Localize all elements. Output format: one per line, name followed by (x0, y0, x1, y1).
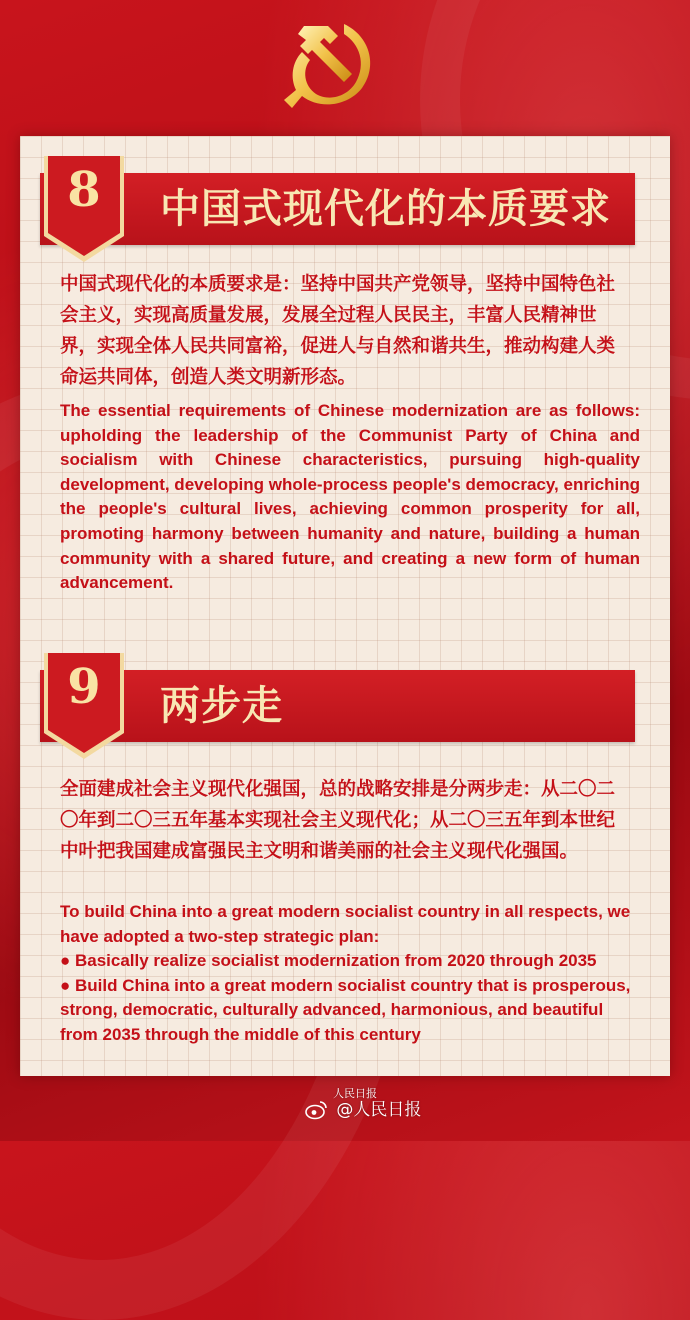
section-8-number: 8 (67, 162, 101, 218)
weibo-icon (305, 1100, 327, 1120)
watermark-small-label: 人民日报 (333, 1087, 377, 1100)
section-8-badge (40, 156, 128, 264)
weibo-watermark (305, 1087, 422, 1120)
hammer-sickle-icon (282, 16, 382, 114)
watermark-main-label: @人民日报 (336, 1100, 422, 1120)
section-9-number: 9 (67, 659, 101, 715)
section-8-title: 中国式现代化的本质要求 (160, 185, 611, 232)
section-9-badge (40, 653, 128, 761)
section-9-english-block (60, 900, 640, 1048)
section-8-chinese-text: 中国式现代化的本质要求是：坚持中国共产党领导，坚持中国特色社会主义，实现高质量发展，发展全过程人民民主，丰富人民精神世界，实现全体人民共同富裕，促进人与自然和谐共生，推动构建人类命运共同体，创造人类文明新形态。 (60, 274, 616, 388)
section-9-english-intro: To build China into a great modern socialist country in all respects, we have adopted a two-step strategic plan: (60, 902, 631, 946)
section-9-header-bar (40, 670, 635, 742)
section-9-chinese-text: 全面建成社会主义现代化强国，总的战略安排是分两步走：从二〇二〇年到二〇三五年基本实现社会主义现代化；从二〇三五年到本世纪中叶把我国建成富强民主文明和谐美丽的社会主义现代化强国。 (60, 779, 616, 862)
section-9-bullet-2: ● Build China into a great modern socialist country that is prosperous, strong, democratic, culturally advanced, harmonious, and beautiful from 2035 through the middle of this century (60, 975, 631, 1044)
section-9-bullet-1: ● Basically realize socialist modernization from 2020 through 2035 (60, 951, 597, 971)
section-8-header-bar (40, 173, 635, 245)
section-9-title: 两步走 (160, 682, 283, 729)
content-panel (20, 136, 670, 1076)
section-8-english-text: The essential requirements of Chinese modernization are as follows: upholding the leadership of the Communist Party of China and socialism with Chinese characteristics, pursuing high-quality development, developing whole-process people's democracy, enriching the people's cultural lives, achieving common prosperity for all, promoting harmony between humanity and nature, building a human community with a shared future, and creating a new form of human advancement. (60, 401, 640, 593)
